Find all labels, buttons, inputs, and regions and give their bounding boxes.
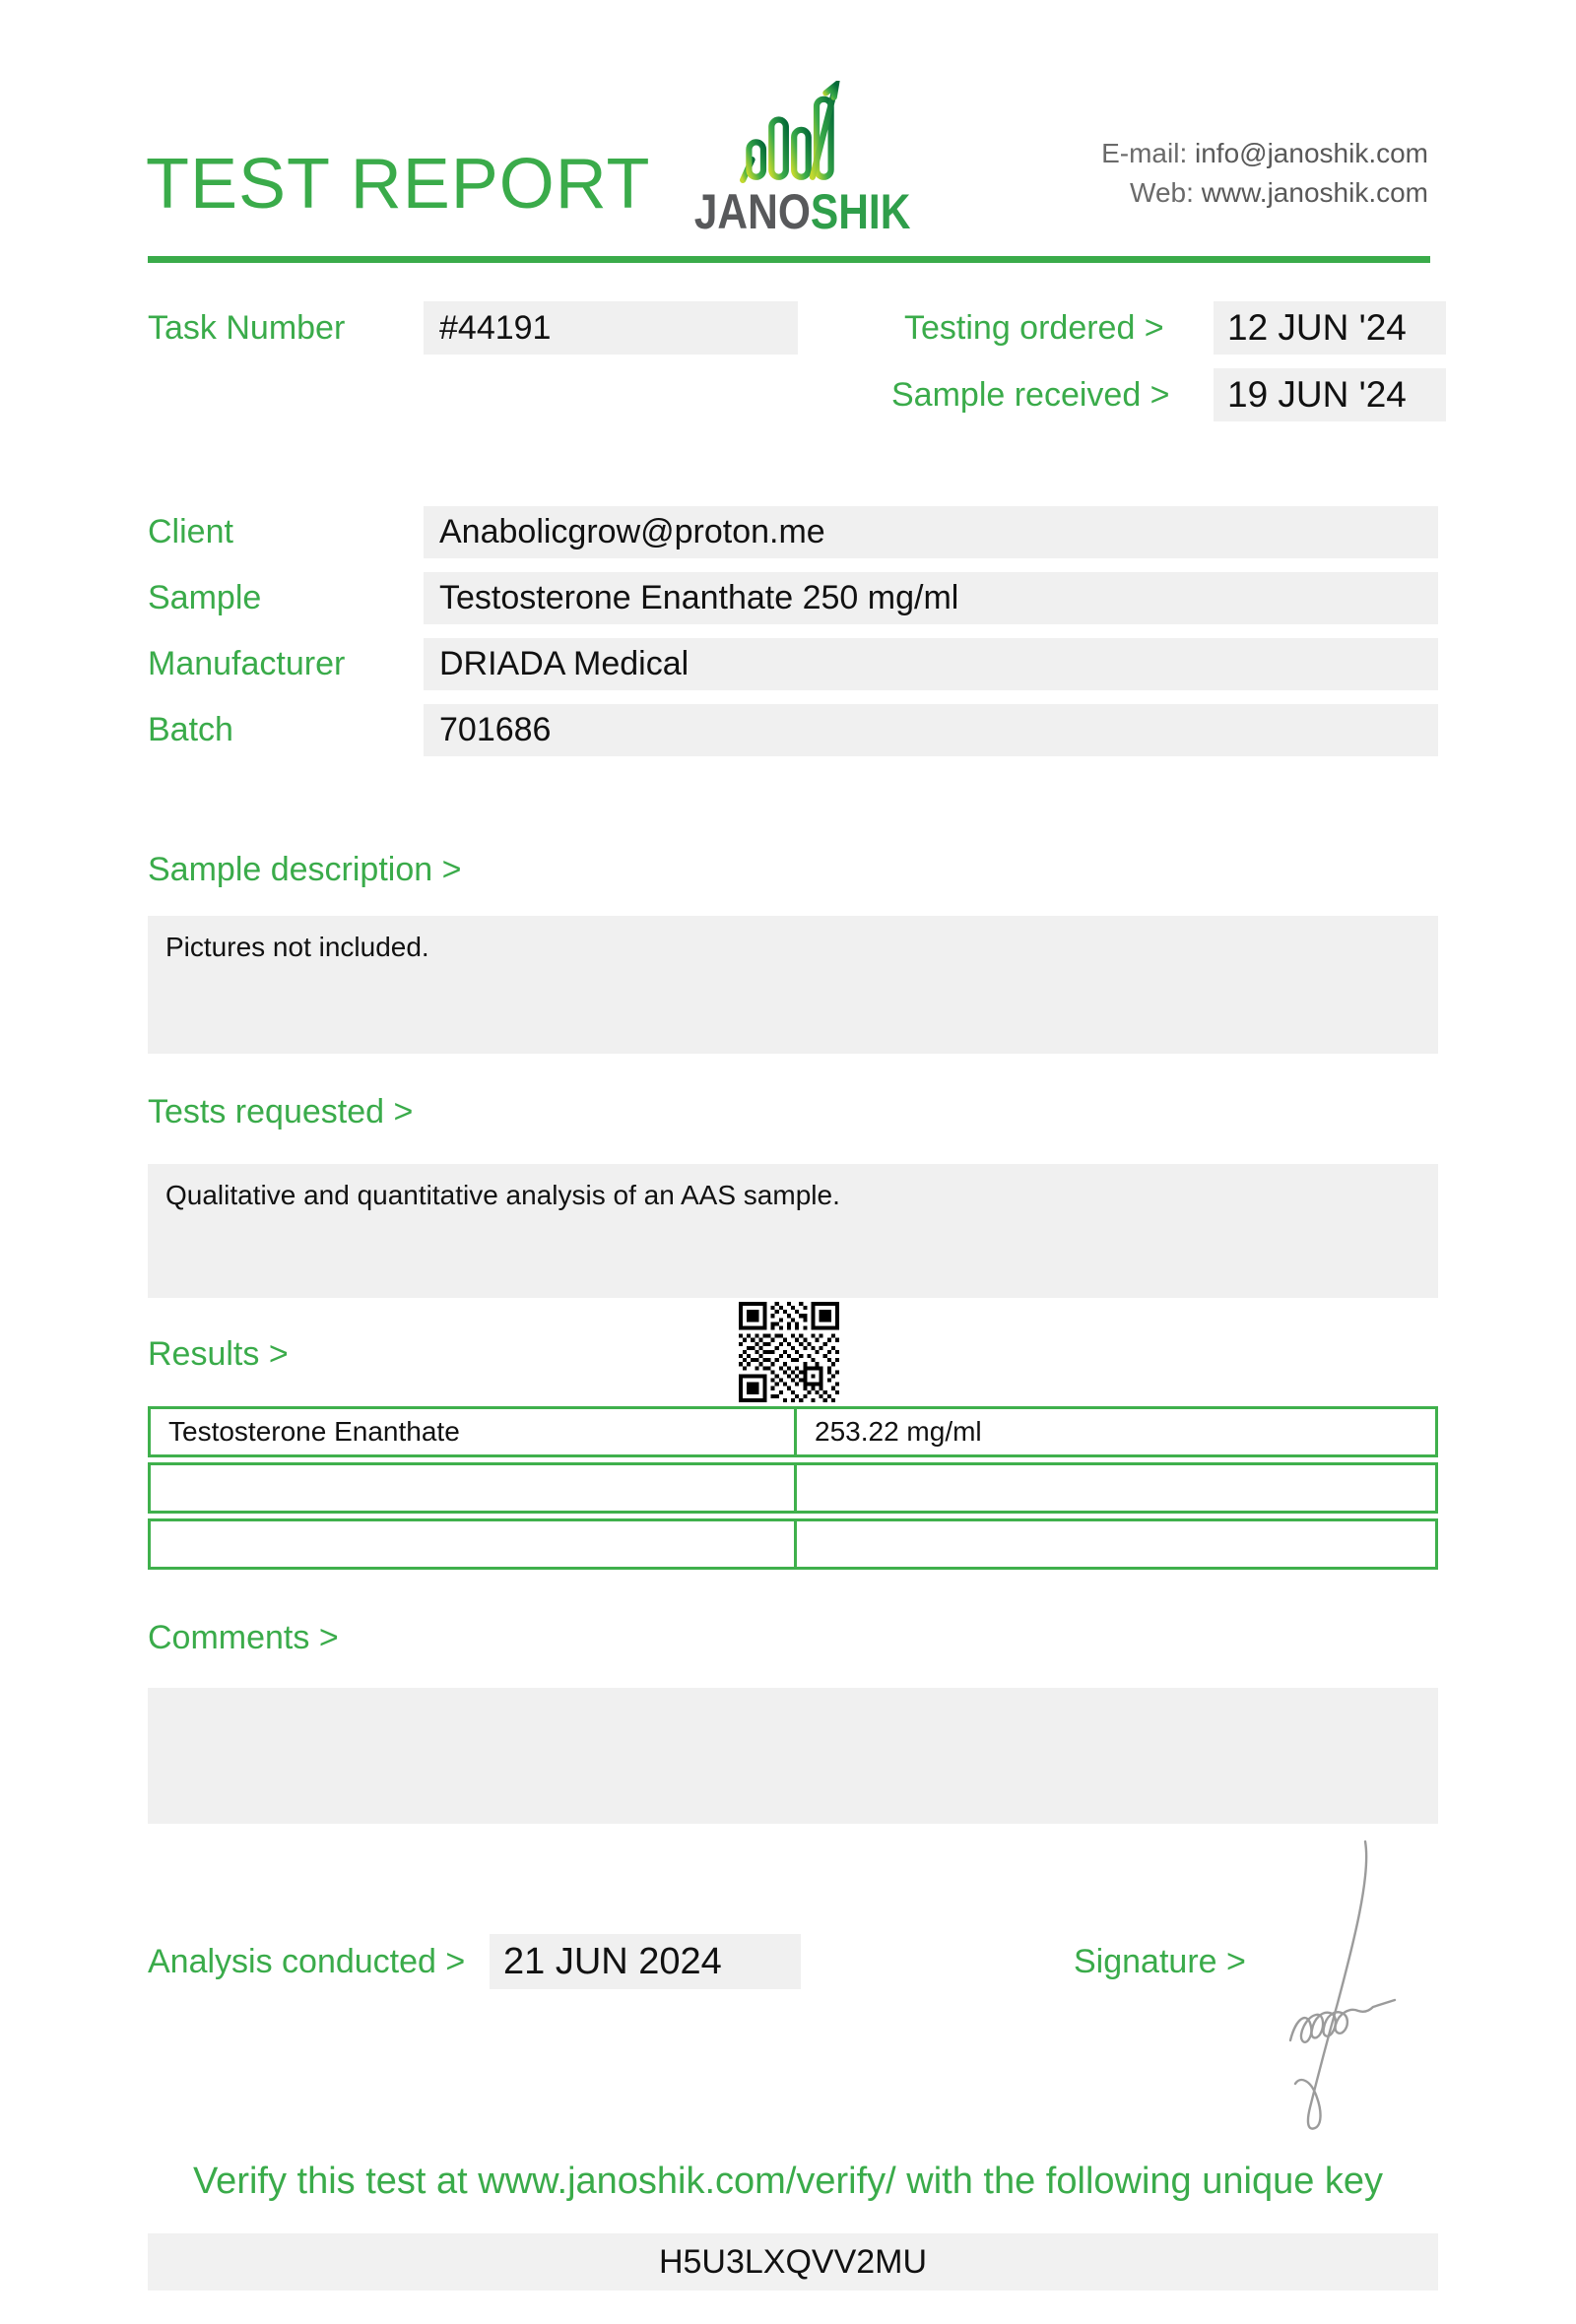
manufacturer-value: DRIADA Medical	[424, 638, 1438, 690]
signature-image	[1263, 1836, 1401, 2133]
email-link[interactable]: info@janoshik.com	[1195, 138, 1428, 168]
table-row	[148, 1406, 1438, 1457]
sample-label: Sample	[148, 579, 262, 616]
analyte-name-cell	[148, 1518, 797, 1570]
verify-instruction: Verify this test at www.janoshik.com/verify/ with the following unique key	[192, 2161, 1384, 2202]
contact-block	[936, 134, 1428, 213]
analyte-result-cell	[794, 1518, 1438, 1570]
sample-received-value: 19 JUN '24	[1214, 368, 1446, 421]
sample-description-heading: Sample description >	[148, 851, 462, 888]
contact-email-line	[936, 134, 1428, 173]
manufacturer-label: Manufacturer	[148, 645, 346, 682]
analyte-result-cell: 253.22 mg/ml	[794, 1406, 1438, 1457]
analysis-conducted-value: 21 JUN 2024	[490, 1934, 801, 1989]
tests-requested-heading: Tests requested >	[148, 1093, 414, 1130]
comments-heading: Comments >	[148, 1619, 339, 1656]
tests-requested-text: Qualitative and quantitative analysis of an AAS sample.	[165, 1180, 840, 1210]
analysis-conducted-label: Analysis conducted >	[148, 1943, 466, 1980]
unique-key: H5U3LXQVV2MU	[148, 2233, 1438, 2291]
client-value: Anabolicgrow@proton.me	[424, 506, 1438, 558]
testing-ordered-value: 12 JUN '24	[1214, 301, 1446, 355]
brand-name	[693, 183, 911, 240]
comments-box	[148, 1688, 1438, 1824]
task-number-value: #44191	[424, 301, 798, 355]
page-title: TEST REPORT	[146, 145, 651, 224]
sample-received-label: Sample received >	[891, 376, 1170, 414]
tests-requested-box	[148, 1164, 1438, 1298]
results-heading: Results >	[148, 1335, 289, 1373]
brand-name-right: SHIK	[810, 184, 911, 239]
analyte-name-cell	[148, 1462, 797, 1514]
results-table	[148, 1406, 1438, 1575]
contact-web-line	[936, 173, 1428, 213]
task-number-label: Task Number	[148, 309, 346, 347]
sample-description-text: Pictures not included.	[165, 932, 429, 962]
batch-label: Batch	[148, 711, 233, 748]
sample-description-box	[148, 916, 1438, 1054]
sample-value: Testosterone Enanthate 250 mg/ml	[424, 572, 1438, 624]
web-link[interactable]: www.janoshik.com	[1201, 177, 1428, 208]
growth-bars-arrow-icon	[737, 81, 843, 183]
qr-code	[739, 1302, 839, 1402]
table-row	[148, 1518, 1438, 1570]
table-row	[148, 1462, 1438, 1514]
analyte-name-cell: Testosterone Enanthate	[148, 1406, 797, 1457]
header-divider	[148, 256, 1430, 263]
batch-value: 701686	[424, 704, 1438, 756]
testing-ordered-label: Testing ordered >	[904, 309, 1164, 347]
email-label: E-mail:	[1101, 138, 1188, 168]
analyte-result-cell	[794, 1462, 1438, 1514]
web-label: Web:	[1130, 177, 1194, 208]
signature-label: Signature >	[1074, 1943, 1246, 1980]
brand-name-left: JANO	[693, 184, 811, 239]
client-label: Client	[148, 513, 233, 550]
